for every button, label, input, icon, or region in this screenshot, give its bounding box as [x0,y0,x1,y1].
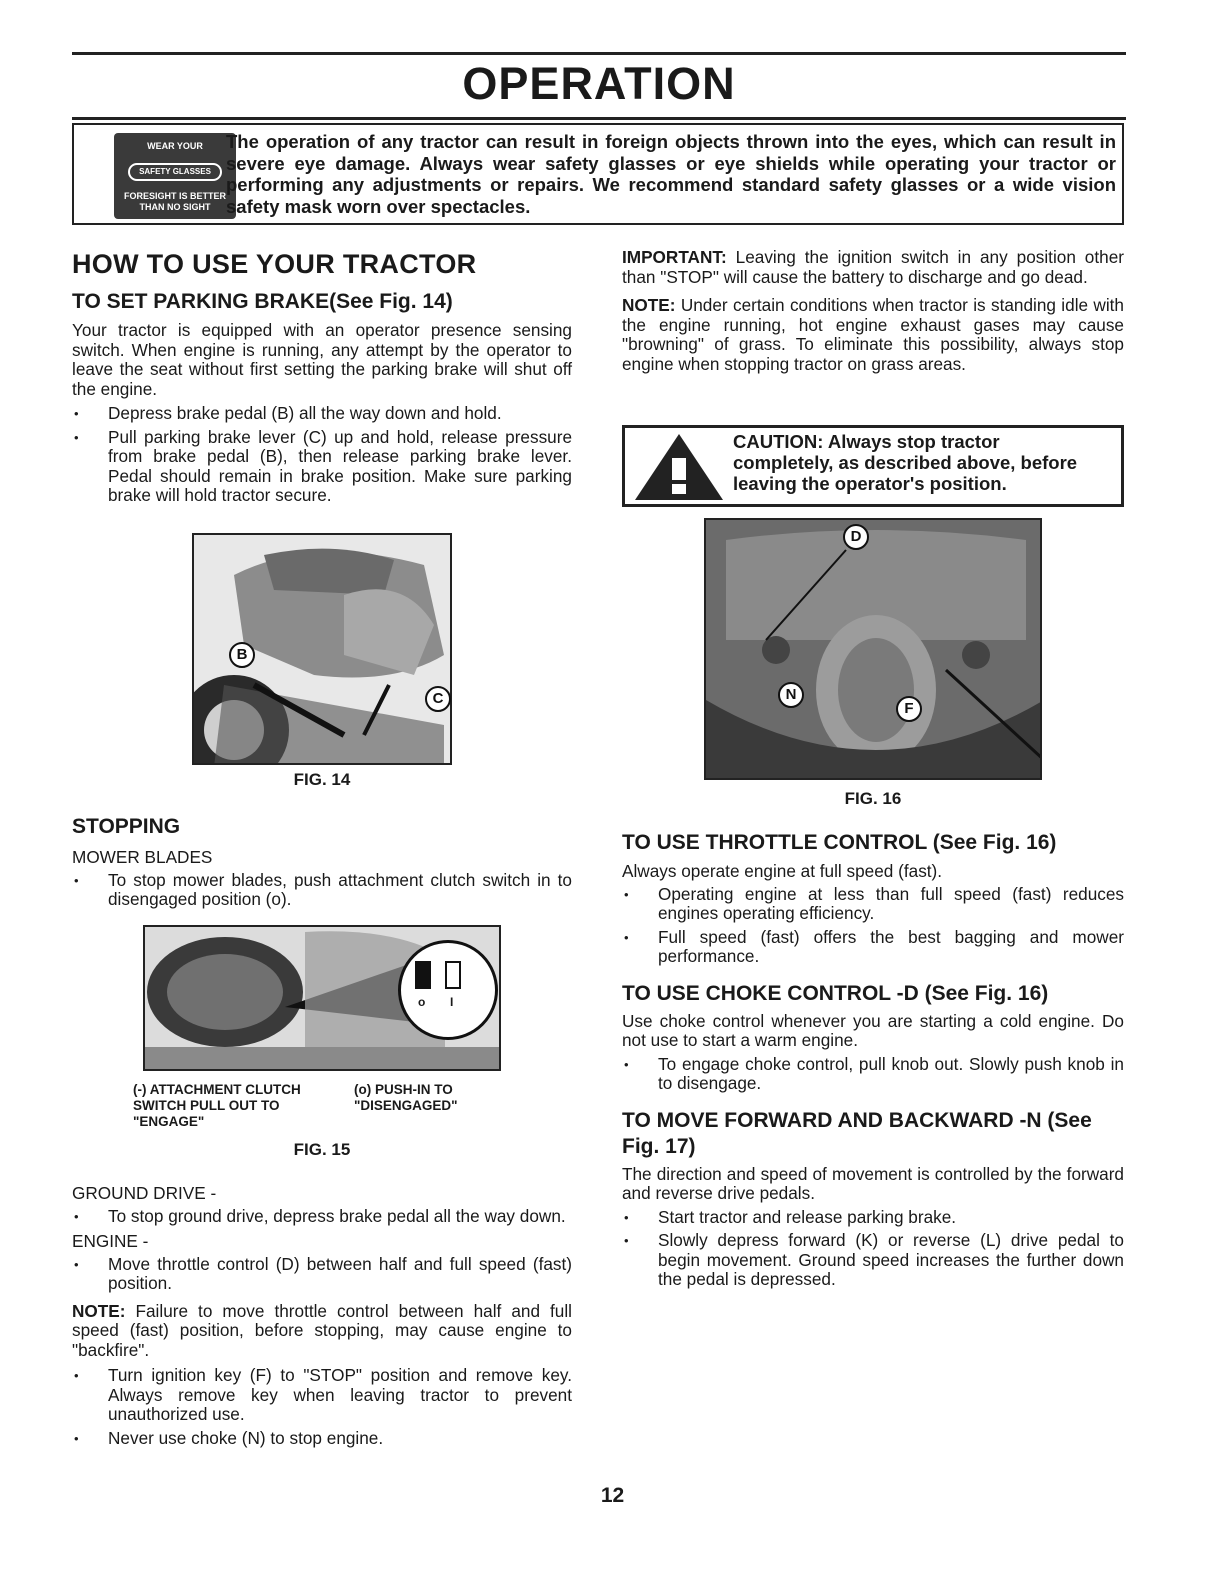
fig14-caption: FIG. 14 [293,770,351,789]
eye-safety-warning [72,123,1124,225]
callout-b: B [229,642,255,668]
note-label: NOTE: [622,295,676,315]
backfire-note [72,1302,572,1361]
safety-icon-bottom2: THAN NO SIGHT [139,202,211,212]
fig16-caption: FIG. 16 [844,789,902,808]
safety-icon-middle: SAFETY GLASSES [128,163,222,181]
top-rule [72,52,1126,55]
switch-up-icon [445,961,461,989]
caution-text: CAUTION: Always stop tractor completely, as described above, before leaving the operator's position. [733,431,1078,494]
exclamation-bar [672,458,686,480]
switch-detail-circle [398,940,498,1040]
fig15-caption: FIG. 15 [293,1140,351,1159]
throttle-intro: Always operate engine at full speed (fast). [622,861,943,881]
symbol-o: o [418,995,426,1009]
list-item: • Start tractor and release parking brake. [622,1208,1124,1228]
list-item: • To stop mower blades, push attachment clutch switch in to disengaged position (o). [72,871,572,910]
safety-icon-top: WEAR YOUR [147,141,203,151]
list-item: • Slowly depress forward (K) or reverse (L) drive pedal to begin movement. Ground speed increases the further down the pedal is depressed. [622,1231,1124,1290]
fig15-label-disengage: (o) PUSH-IN TO "DISENGAGED" [354,1082,458,1113]
list-item: • Pull parking brake lever (C) up and hold, release pressure from brake pedal (B), then release parking brake lever. Pedal should remain in brake position. Make sure parking brake will hold tractor secure. [72,428,572,506]
list-item: • Operating engine at less than full speed (fast) reduces engines operating efficiency. [622,885,1124,924]
important-label: IMPORTANT: [622,247,727,267]
choke-heading: TO USE CHOKE CONTROL -D (See Fig. 16) [622,981,1049,1005]
note-text: Failure to move throttle control between half and full speed (fast) position, before stopping, may cause engine to "backfire". [72,1300,573,1360]
callout-f: F [896,696,922,722]
engine-label: ENGINE - [72,1231,149,1251]
ground-drive-label: GROUND DRIVE - [72,1183,217,1203]
list-item: • Never use choke (N) to stop engine. [72,1429,572,1449]
parking-intro: Your tractor is equipped with an operator presence sensing switch. When engine is running, any attempt by the operator to leave the seat without first setting the parking brake will shut off the engine. [72,320,572,399]
fig15-label-engage: (-) ATTACHMENT CLUTCH SWITCH PULL OUT TO "ENGAGE" [133,1082,301,1129]
parking-heading: TO SET PARKING BRAKE(See Fig. 14) [72,290,453,313]
note-text: Under certain conditions when tractor is standing idle with the engine running, hot engine exhaust gases may cause "browning" of grass. To eliminate this possibility, always stop engine when stopping tractor on grass areas. [622,295,1124,374]
throttle-steps [622,885,1124,967]
final-steps [72,1366,572,1448]
symbol-i: I [450,995,454,1009]
safety-icon-bottom1: FORESIGHT IS BETTER [123,191,226,201]
page-number: 12 [600,1484,625,1507]
left-column [72,247,572,506]
stopping-continued [72,1184,572,1448]
list-item: • Move throttle control (D) between half and full speed (fast) position. [72,1255,572,1294]
move-intro: The direction and speed of movement is controlled by the forward and reverse drive pedals. [622,1163,1124,1203]
stopping-heading: STOPPING [72,815,181,838]
right-column [622,248,1124,374]
title-rule [72,117,1126,120]
mower-blades-steps [72,871,572,910]
list-item: • Turn ignition key (F) to "STOP" position and remove key. Always remove key when leaving tractor to prevent unauthorized use. [72,1366,572,1425]
parking-steps [72,404,572,506]
warning-text: The operation of any tractor can result in foreign objects thrown into the eyes, which can result in severe eye damage. Always wear safety glasses or eye shields while operating your tractor or performing any adjustments or repairs. We recommend standard safety glasses or a wide vision safety mask worn over spectacles. [226,131,1116,217]
choke-intro: Use choke control whenever you are starting a cold engine. Do not use to start a warm engine. [622,1010,1124,1050]
callout-d: D [843,524,869,550]
list-item: • To engage choke control, pull knob out. Slowly push knob in to disengage. [622,1055,1124,1094]
page-title: OPERATION [462,58,736,109]
callout-c: C [425,686,451,712]
safety-glasses-icon [114,133,236,219]
important-text: Leaving the ignition switch in any position other than "STOP" will cause the battery to discharge and go dead. [622,247,1124,287]
important-note [622,248,1124,287]
fig16-image [704,518,1042,780]
list-item: • Full speed (fast) offers the best bagging and mower performance. [622,928,1124,967]
exclamation-dot [672,484,686,494]
choke-steps [622,1055,1124,1094]
stopping-section [72,814,572,910]
mower-blades-label: MOWER BLADES [72,847,213,867]
note-label: NOTE: [72,1300,126,1321]
engine-steps [72,1255,572,1294]
move-steps [622,1208,1124,1290]
browning-note [622,296,1124,374]
throttle-heading: TO USE THROTTLE CONTROL (See Fig. 16) [622,831,1057,854]
list-item: • To stop ground drive, depress brake pedal all the way down. [72,1207,572,1227]
move-heading: TO MOVE FORWARD AND BACKWARD -N (See Fig. 17) [622,1108,1092,1158]
dashboard-controls-illustration [706,520,1042,780]
right-column-lower [622,830,1124,1290]
callout-n: N [778,682,804,708]
section-heading: HOW TO USE YOUR TRACTOR [72,249,477,279]
list-item: • Depress brake pedal (B) all the way down and hold. [72,404,572,424]
caution-box [622,425,1124,507]
ground-drive-steps [72,1207,572,1227]
switch-down-icon [415,961,431,989]
